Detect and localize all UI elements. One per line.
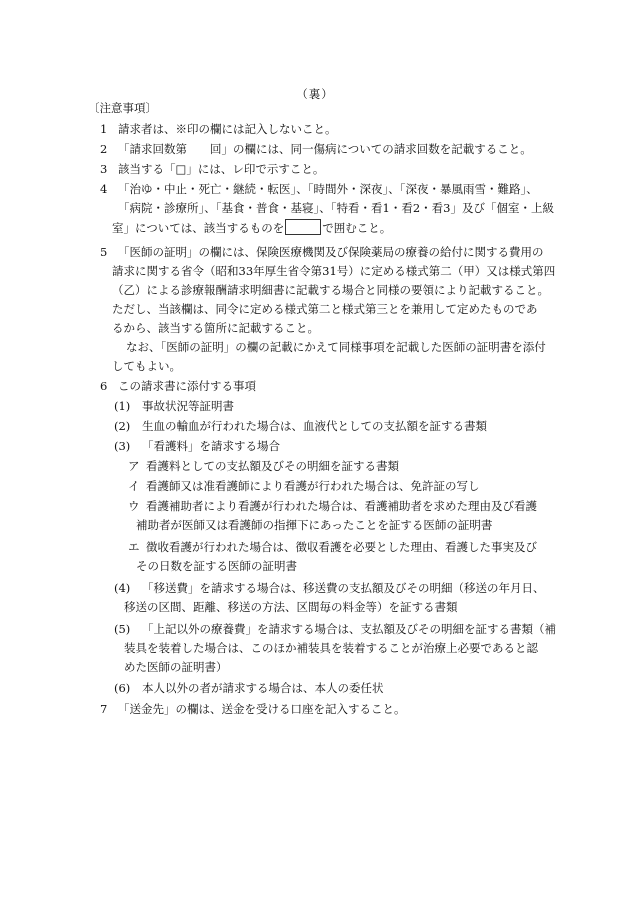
sub-item-text: めた医師の証明書） xyxy=(124,660,228,674)
sub-sub-item-text: その日数を証する医師の証明書 xyxy=(136,559,297,573)
sub-sub-item-text: 徴收看護が行われた場合は、徴収看護を必要とした理由、看護した事実及び xyxy=(146,540,537,554)
item-text: ただし、当該欄は、同令に定める様式第二と様式第三とを兼用して定めたものであ xyxy=(112,302,538,316)
item-text: 「送金先」の欄は、送金を受ける口座を記入すること。 xyxy=(118,702,406,716)
item-text: 「病院・診療所」、「基食・普食・基寝」、「特看・看1・看2・看3」及び「個室・上級 xyxy=(118,201,554,215)
item-number: 6 xyxy=(100,379,108,393)
sub-item-text: 「看護料」を請求する場合 xyxy=(142,439,280,453)
sub-item-text: 事故状況等証明書 xyxy=(142,399,234,413)
item-text: してもよい。 xyxy=(112,359,181,373)
item-text: （乙）による診療報酬請求明細書に記載する場合と同様の要領により記載すること。 xyxy=(112,283,549,297)
item-text: 該当する「□」には、レ印で示すこと。 xyxy=(118,162,325,176)
item-text: 請求者は、※印の欄には記入しないこと。 xyxy=(118,122,337,136)
enclosure-box-symbol xyxy=(285,219,321,235)
sub-item-text: 移送の区間、距離、移送の方法、区間毎の料金等）を証する書類 xyxy=(124,600,458,614)
sub-item-number: (6) xyxy=(114,681,131,695)
item-number: 7 xyxy=(100,702,108,716)
sub-item-text: 「移送費」を請求する場合は、移送費の支払額及びその明細（移送の年月日、 xyxy=(142,581,545,595)
item-text xyxy=(112,219,391,235)
item-text: るから、該当する箇所に記載すること。 xyxy=(112,321,319,335)
item-text: 請求に関する省令（昭和33年厚生省令第31号）に定める様式第二（甲）又は様式第四 xyxy=(112,264,556,278)
sub-sub-item-text: 看護補助者により看護が行われた場合は、看護補助者を求めた理由及び看護 xyxy=(146,499,537,513)
sub-sub-item-number: ウ xyxy=(128,499,140,513)
sub-item-number: (1) xyxy=(114,399,131,413)
sub-sub-item-number: ア xyxy=(128,459,140,473)
sub-item-number: (3) xyxy=(114,439,131,453)
sub-item-text: 生血の輸血が行われた場合は、血液代としての支払額を証する書類 xyxy=(142,419,487,433)
item-text: なお、「医師の証明」の欄の記載にかえて同様事項を記載した医師の証明書を添付 xyxy=(126,340,546,354)
sub-sub-item-text: 看護師又は准看護師により看護が行われた場合は、免許証の写し xyxy=(146,479,480,493)
sub-sub-item-number: エ xyxy=(128,540,140,554)
item-number: 4 xyxy=(100,182,108,196)
item-text: 「医師の証明」の欄には、保険医療機関及び保険薬局の療養の給付に関する費用の xyxy=(118,245,544,259)
item-text: 「請求回数第 回」の欄には、同一傷病についての請求回数を記載すること。 xyxy=(118,142,532,156)
page-title: （裏） xyxy=(296,87,334,101)
item-text-segment: 室」については、該当するものを xyxy=(112,221,285,235)
sub-item-text: 装具を装着した場合は、このほか補装具を装着することが治療上必要であると認 xyxy=(124,641,538,655)
item-number: 3 xyxy=(100,162,108,176)
item-number: 5 xyxy=(100,245,108,259)
sub-sub-item-number: イ xyxy=(128,479,140,493)
sub-item-number: (2) xyxy=(114,419,131,433)
item-number: 1 xyxy=(100,122,108,136)
item-text: この請求書に添付する事項 xyxy=(118,379,256,393)
sub-sub-item-text: 看護料としての支払額及びその明細を証する書類 xyxy=(146,459,399,473)
sub-item-text: 「上記以外の療養費」を請求する場合は、支払額及びその明細を証する書類（補 xyxy=(142,622,556,636)
item-text-segment: で囲むこと。 xyxy=(322,221,392,235)
item-text: 「治ゆ・中止・死亡・継続・転医」、「時間外・深夜」、「深夜・暴風雨雪・難路」、 xyxy=(118,182,538,196)
sub-item-number: (4) xyxy=(114,581,131,595)
sub-sub-item-text: 補助者が医師又は看護師の指揮下にあったことを証する医師の証明書 xyxy=(136,518,493,532)
section-heading: 〔注意事項〕 xyxy=(88,101,157,115)
item-number: 2 xyxy=(100,142,108,156)
sub-item-text: 本人以外の者が請求する場合は、本人の委任状 xyxy=(142,681,384,695)
sub-item-number: (5) xyxy=(114,622,131,636)
